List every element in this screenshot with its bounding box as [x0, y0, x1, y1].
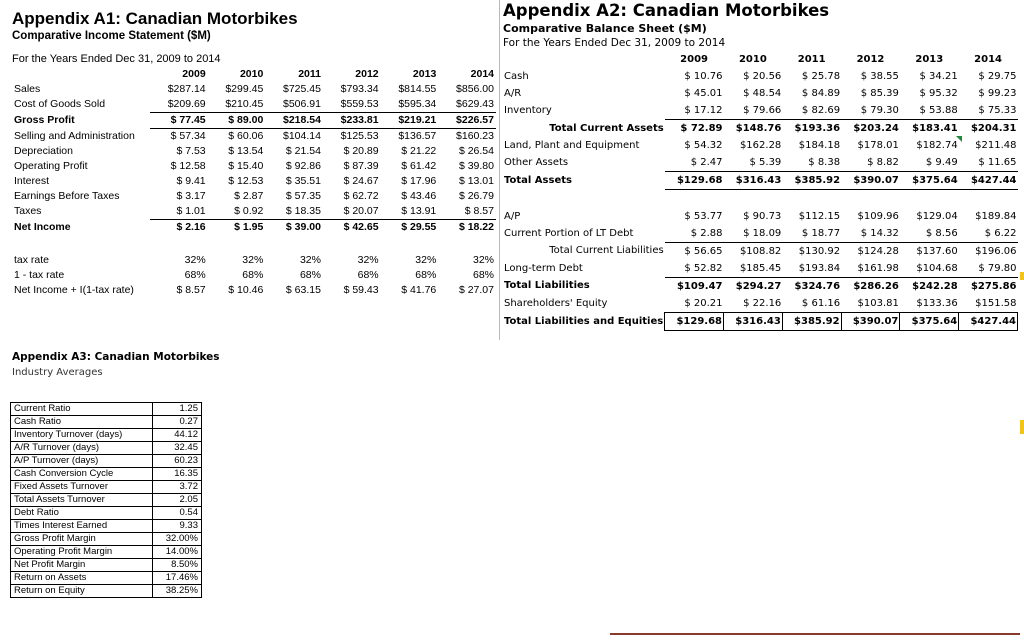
value-cell: $209.69: [150, 97, 208, 113]
spacer-row: [503, 190, 1018, 208]
table-row: [503, 137, 1018, 154]
value-cell: $ 92.86: [285, 160, 321, 172]
table-row: [11, 507, 202, 520]
value-cell: $427.44: [959, 172, 1018, 190]
value-cell: $162.28: [739, 140, 782, 151]
ratio-value: 0.54: [153, 507, 202, 520]
value-cell: $ 2.16: [176, 221, 206, 233]
ratio-label: Cash Conversion Cycle: [11, 468, 153, 481]
table-row: [11, 520, 202, 533]
ratio-value: 44.12: [153, 429, 202, 442]
value-cell: $ 43.46: [401, 190, 437, 202]
value-cell: $ 13.54: [228, 145, 264, 157]
value-cell: $161.98: [841, 260, 900, 278]
table-row: [12, 174, 496, 189]
value-cell: $ 24.67: [343, 175, 379, 187]
value-cell: $ 95.32: [919, 88, 958, 99]
row-label: Total Current Liabilities: [549, 245, 664, 257]
ratio-value: 38.25%: [153, 585, 202, 598]
row-label: A/P: [504, 210, 521, 222]
value-cell: $ 77.45: [150, 113, 208, 129]
value-cell: $287.14: [167, 83, 206, 95]
value-cell: $ 6.22: [959, 225, 1018, 243]
value-cell: $ 20.07: [323, 204, 381, 220]
value-cell: $218.54: [265, 113, 323, 129]
value-cell: $294.27: [735, 280, 782, 292]
value-cell: $ 27.07: [458, 284, 494, 296]
value-cell: $ 57.35: [285, 190, 321, 202]
row-label: Cash: [504, 71, 529, 82]
value-cell: $ 14.32: [841, 225, 900, 243]
industry-averages-table: [10, 402, 202, 598]
year-header: 2014: [470, 68, 494, 80]
value-cell: $ 75.33: [959, 102, 1018, 120]
year-header: 2013: [915, 54, 944, 65]
value-cell: $299.45: [225, 83, 264, 95]
table-row: [11, 455, 202, 468]
value-cell: 32%: [242, 254, 264, 266]
value-cell: $193.36: [794, 123, 841, 134]
table-row: [12, 129, 496, 145]
value-cell: 68%: [299, 269, 321, 281]
value-cell: $ 9.49: [900, 154, 959, 172]
value-cell: $160.23: [456, 130, 494, 142]
value-cell: $427.44: [959, 312, 1018, 330]
row-label: Net Income + I(1-tax rate): [14, 284, 134, 296]
value-cell: $ 54.32: [684, 140, 723, 151]
row-label: Net Income: [14, 220, 71, 233]
row-label: Total Assets: [504, 175, 572, 186]
ratio-label: A/P Turnover (days): [11, 455, 153, 468]
row-label: Current Portion of LT Debt: [504, 227, 634, 239]
value-cell: $ 21.54: [285, 145, 321, 157]
value-cell: $559.53: [323, 97, 381, 113]
value-cell: $ 10.46: [228, 284, 264, 296]
value-cell: $ 26.54: [458, 145, 494, 157]
value-cell: $203.24: [853, 123, 899, 134]
value-cell: $ 22.16: [743, 297, 782, 309]
value-cell: $ 7.53: [176, 145, 206, 157]
value-cell: $ 59.43: [343, 284, 379, 296]
ratio-value: 14.00%: [153, 546, 202, 559]
value-cell: $ 13.91: [381, 204, 439, 220]
panel-divider: [499, 0, 500, 340]
ratio-label: A/R Turnover (days): [11, 442, 153, 455]
value-cell: $ 20.89: [343, 145, 379, 157]
table-row: [503, 277, 1018, 295]
value-cell: $324.76: [794, 280, 841, 292]
value-cell: $ 9.41: [176, 175, 206, 187]
ratio-label: Times Interest Earned: [11, 520, 153, 533]
ratio-label: Operating Profit Margin: [11, 546, 153, 559]
value-cell: $ 35.51: [285, 175, 321, 187]
bottom-rule: [610, 633, 1020, 635]
row-label: Inventory: [504, 105, 552, 117]
value-cell: $316.43: [724, 172, 783, 190]
value-cell: $133.36: [916, 297, 958, 309]
value-cell: $ 18.77: [782, 225, 841, 243]
value-cell: $ 20.21: [684, 297, 723, 309]
ratio-label: Gross Profit Margin: [11, 533, 153, 546]
value-cell: $ 29.55: [401, 221, 437, 233]
value-cell: $ 53.77: [684, 210, 723, 222]
spacer-row: [12, 235, 496, 244]
a2-period: For the Years Ended Dec 31, 2009 to 2014: [503, 37, 726, 49]
value-cell: $124.28: [857, 245, 899, 257]
value-cell: $506.91: [265, 97, 323, 113]
value-cell: $ 48.54: [743, 88, 782, 99]
income-statement-table: [12, 67, 496, 298]
table-row: [11, 481, 202, 494]
row-label: Cost of Goods Sold: [14, 98, 106, 111]
row-label: Long-term Debt: [504, 262, 583, 274]
value-cell: $390.07: [841, 172, 900, 190]
value-cell: $ 2.47: [665, 154, 724, 172]
value-cell: $856.00: [456, 83, 494, 95]
value-cell: $ 20.56: [743, 71, 782, 82]
value-cell: $151.58: [975, 297, 1017, 309]
comment-indicator-icon: [956, 136, 962, 142]
table-row: [503, 85, 1018, 102]
a1-subtitle: Comparative Income Statement ($M): [12, 30, 211, 42]
row-label: Operating Profit: [14, 160, 88, 172]
value-cell: $148.76: [735, 123, 782, 134]
value-cell: $129.68: [665, 312, 724, 330]
table-row: [11, 468, 202, 481]
row-label: Interest: [14, 175, 50, 187]
ratio-value: 1.25: [153, 403, 202, 416]
value-cell: $182.74: [916, 140, 958, 151]
table-row: [12, 204, 496, 220]
ratio-value: 16.35: [153, 468, 202, 481]
ratio-label: Inventory Turnover (days): [11, 429, 153, 442]
table-row: [503, 154, 1018, 172]
value-cell: $219.21: [381, 113, 439, 129]
row-label: Land, Plant and Equipment: [504, 140, 640, 151]
table-row: [12, 220, 496, 236]
value-cell: $ 17.96: [401, 175, 437, 187]
value-cell: $178.01: [857, 140, 899, 151]
value-cell: $ 13.01: [458, 175, 494, 187]
value-cell: $ 18.22: [458, 221, 494, 233]
value-cell: $ 0.92: [208, 204, 266, 220]
value-cell: $ 41.76: [401, 284, 437, 296]
value-cell: 32%: [415, 254, 437, 266]
table-row: [503, 208, 1018, 225]
year-header: 2011: [298, 68, 321, 80]
row-label: Taxes: [14, 205, 42, 218]
value-cell: 68%: [242, 269, 264, 281]
ratio-label: Cash Ratio: [11, 416, 153, 429]
table-row: [11, 403, 202, 416]
value-cell: $210.45: [208, 97, 266, 113]
industry-averages-panel: [10, 350, 220, 598]
value-cell: $793.34: [340, 83, 379, 95]
value-cell: $204.31: [970, 123, 1017, 134]
value-cell: 68%: [415, 269, 437, 281]
table-row: [503, 172, 1018, 190]
table-row: [12, 159, 496, 174]
value-cell: $129.04: [916, 210, 958, 222]
table-row: [12, 82, 496, 97]
value-cell: $ 42.65: [343, 221, 379, 233]
row-label: Gross Profit: [14, 114, 75, 126]
value-cell: $ 39.00: [285, 221, 321, 233]
value-cell: $193.84: [782, 260, 841, 278]
year-header: 2014: [974, 54, 1003, 65]
value-cell: $385.92: [782, 312, 841, 330]
value-cell: $ 82.69: [782, 102, 841, 120]
a2-title: Appendix A2: Canadian Motorbikes: [503, 1, 830, 20]
value-cell: $ 12.58: [170, 160, 206, 172]
edge-highlight: [1020, 420, 1024, 434]
value-cell: $196.06: [975, 245, 1017, 257]
ratio-value: 8.50%: [153, 559, 202, 572]
row-label: A/R: [504, 88, 522, 99]
value-cell: $112.15: [798, 210, 841, 222]
value-cell: $ 5.39: [724, 154, 783, 172]
ratio-value: 9.33: [153, 520, 202, 533]
year-header-row: [12, 67, 496, 82]
value-cell: $275.86: [970, 280, 1017, 292]
value-cell: $ 11.65: [959, 154, 1018, 172]
value-cell: 32%: [472, 254, 494, 266]
table-row: [12, 144, 496, 159]
value-cell: $ 90.73: [743, 210, 782, 222]
balance-sheet-table: [503, 51, 1018, 331]
table-row: [12, 253, 496, 268]
value-cell: $375.64: [900, 172, 959, 190]
value-cell: $125.53: [340, 130, 379, 142]
value-cell: $137.60: [916, 245, 958, 257]
row-label: Selling and Administration: [14, 129, 135, 142]
value-cell: $ 52.82: [665, 260, 724, 278]
year-header-row: [503, 51, 1018, 68]
a2-subtitle: Comparative Balance Sheet ($M): [503, 22, 707, 35]
year-header: 2009: [680, 54, 709, 65]
value-cell: $233.81: [323, 113, 381, 129]
value-cell: $129.68: [665, 172, 724, 190]
table-row: [11, 559, 202, 572]
value-cell: $ 2.87: [234, 190, 264, 202]
value-cell: $ 39.80: [458, 160, 494, 172]
value-cell: $ 8.57: [176, 284, 206, 296]
value-cell: $130.92: [798, 245, 841, 257]
value-cell: $ 53.88: [900, 102, 959, 120]
value-cell: $725.45: [283, 83, 321, 95]
row-label: Total Liabilities: [504, 280, 590, 292]
a3-title: Appendix A3: Canadian Motorbikes: [12, 351, 220, 363]
value-cell: $104.68: [900, 260, 959, 278]
value-cell: $ 79.80: [959, 260, 1018, 278]
value-cell: $ 25.78: [801, 71, 841, 82]
value-cell: $ 1.95: [234, 221, 264, 233]
value-cell: $ 89.00: [208, 113, 266, 129]
row-label: Total Current Assets: [549, 122, 664, 134]
table-row: [11, 442, 202, 455]
value-cell: $ 2.88: [665, 225, 724, 243]
ratio-value: 2.05: [153, 494, 202, 507]
value-cell: $109.47: [676, 280, 723, 292]
value-cell: $ 61.16: [801, 297, 841, 309]
table-row: [503, 225, 1018, 243]
ratio-label: Fixed Assets Turnover: [11, 481, 153, 494]
ratio-label: Return on Assets: [11, 572, 153, 585]
balance-sheet-panel: [503, 1, 1018, 331]
value-cell: $595.34: [381, 97, 439, 113]
ratio-label: Debt Ratio: [11, 507, 153, 520]
table-row: [12, 113, 496, 129]
value-cell: $ 8.82: [841, 154, 900, 172]
value-cell: $ 34.21: [919, 71, 958, 82]
value-cell: $ 62.72: [343, 190, 379, 202]
value-cell: $242.28: [912, 280, 958, 292]
year-header: 2009: [182, 68, 206, 80]
value-cell: 32%: [299, 254, 321, 266]
table-row: [11, 494, 202, 507]
value-cell: $ 8.38: [782, 154, 841, 172]
table-row: [11, 546, 202, 559]
table-row: [12, 97, 496, 113]
table-row: [12, 189, 496, 204]
row-label: Earnings Before Taxes: [14, 190, 120, 202]
ratio-label: Total Assets Turnover: [11, 494, 153, 507]
value-cell: 68%: [472, 269, 494, 281]
value-cell: $385.92: [782, 172, 841, 190]
table-row: [12, 283, 496, 298]
value-cell: $ 12.53: [228, 175, 264, 187]
value-cell: $ 3.17: [176, 190, 206, 202]
row-label: 1 - tax rate: [14, 269, 65, 281]
spacer-row: [12, 244, 496, 253]
value-cell: $108.82: [739, 245, 782, 257]
year-header: 2011: [797, 54, 826, 65]
value-cell: $ 87.39: [343, 160, 379, 172]
value-cell: $211.48: [975, 140, 1017, 151]
table-row: [503, 312, 1018, 330]
value-cell: $189.84: [975, 210, 1017, 222]
table-row: [503, 242, 1018, 260]
row-label: Total Liabilities and Equities: [504, 315, 664, 327]
table-row: [11, 416, 202, 429]
row-label: Shareholders' Equity: [504, 297, 608, 309]
value-cell: $ 21.22: [401, 145, 437, 157]
value-cell: 68%: [357, 269, 379, 281]
row-label: Other Assets: [504, 157, 569, 169]
value-cell: $ 18.35: [265, 204, 323, 220]
value-cell: $ 10.76: [684, 71, 723, 82]
value-cell: $183.41: [912, 123, 958, 134]
row-label: Sales: [14, 83, 41, 95]
ratio-value: 32.45: [153, 442, 202, 455]
value-cell: 32%: [357, 254, 379, 266]
table-row: [503, 102, 1018, 120]
value-cell: $ 84.89: [801, 88, 841, 99]
value-cell: $ 1.01: [150, 204, 208, 220]
value-cell: $ 61.42: [401, 160, 437, 172]
value-cell: $136.57: [398, 130, 437, 142]
value-cell: $185.45: [724, 260, 783, 278]
value-cell: $316.43: [724, 312, 783, 330]
value-cell: $ 72.89: [680, 123, 723, 134]
table-row: [11, 585, 202, 598]
a1-title: Appendix A1: Canadian Motorbikes: [12, 9, 298, 28]
ratio-value: 17.46%: [153, 572, 202, 585]
ratio-value: 60.23: [153, 455, 202, 468]
ratio-label: Return on Equity: [11, 585, 153, 598]
year-header: 2012: [355, 68, 379, 80]
row-label: tax rate: [14, 254, 50, 266]
table-row: [12, 268, 496, 283]
value-cell: $ 26.79: [458, 190, 494, 202]
value-cell: $ 15.40: [228, 160, 264, 172]
value-cell: $103.81: [857, 297, 899, 309]
value-cell: $109.96: [857, 210, 899, 222]
value-cell: $ 60.06: [228, 130, 264, 142]
a3-subtitle: Industry Averages: [12, 367, 103, 378]
table-row: [11, 533, 202, 546]
year-header: 2013: [412, 68, 437, 80]
year-header: 2010: [738, 54, 767, 65]
value-cell: $ 99.23: [978, 88, 1017, 99]
value-cell: $ 8.56: [900, 225, 959, 243]
value-cell: $ 79.66: [724, 102, 783, 120]
year-header: 2010: [239, 68, 264, 80]
row-label: Depreciation: [14, 145, 73, 157]
value-cell: $629.43: [438, 97, 496, 113]
ratio-value: 0.27: [153, 416, 202, 429]
value-cell: 32%: [184, 254, 206, 266]
table-row: [503, 68, 1018, 85]
value-cell: $286.26: [853, 280, 899, 292]
value-cell: $ 79.30: [841, 102, 900, 120]
value-cell: $ 29.75: [978, 71, 1017, 82]
value-cell: $ 57.34: [170, 130, 206, 142]
table-row: [11, 429, 202, 442]
value-cell: $ 8.57: [438, 204, 496, 220]
table-row: [11, 572, 202, 585]
value-cell: $814.55: [398, 83, 437, 95]
table-row: [503, 120, 1018, 138]
value-cell: $390.07: [841, 312, 900, 330]
ratio-value: 32.00%: [153, 533, 202, 546]
a1-period: For the Years Ended Dec 31, 2009 to 2014: [12, 53, 221, 65]
value-cell: $ 17.12: [665, 102, 724, 120]
value-cell: $ 45.01: [684, 88, 723, 99]
edge-highlight: [1020, 272, 1024, 280]
value-cell: $226.57: [438, 113, 496, 129]
ratio-label: Net Profit Margin: [11, 559, 153, 572]
value-cell: $ 63.15: [285, 284, 321, 296]
value-cell: 68%: [184, 269, 206, 281]
value-cell: $ 38.55: [860, 71, 899, 82]
value-cell: $184.18: [798, 140, 841, 151]
value-cell: $ 56.65: [684, 245, 723, 257]
value-cell: $104.14: [283, 130, 321, 142]
table-row: [503, 295, 1018, 313]
income-statement-panel: [12, 9, 496, 298]
year-header: 2012: [856, 54, 885, 65]
value-cell: $375.64: [900, 312, 959, 330]
value-cell: $ 18.09: [724, 225, 783, 243]
ratio-value: 3.72: [153, 481, 202, 494]
value-cell: $ 85.39: [860, 88, 899, 99]
table-row: [503, 260, 1018, 278]
ratio-label: Current Ratio: [11, 403, 153, 416]
